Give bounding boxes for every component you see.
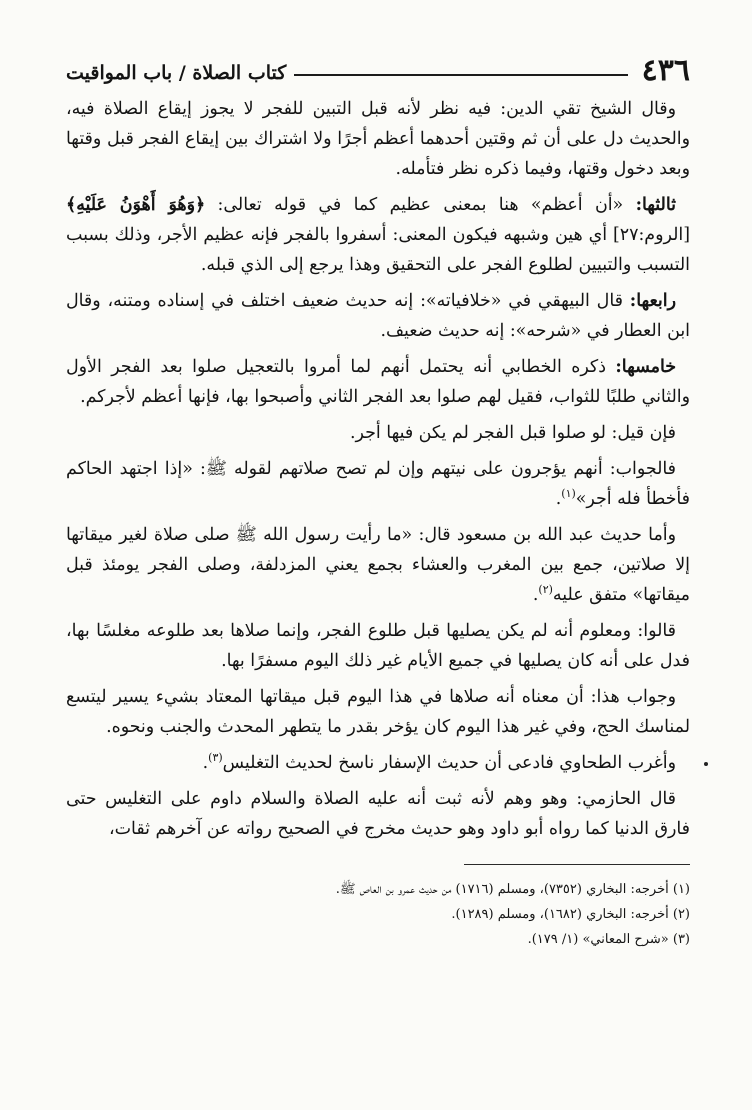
- paragraph-text-after: [الروم:٢٧] أي هين وشبهه فيكون المعنى: أسفروا بالفجر فإنه عظيم الأجر، وذلك بسبب التسبب والتبيين لطلوع الفجر على التحقيق وهذا يرجع إلى الذي قبله.: [66, 225, 690, 275]
- paragraph-1: [66, 94, 690, 184]
- footnote-ref-1[interactable]: (١): [561, 487, 576, 501]
- paragraph-3: [66, 286, 690, 346]
- header-rule: [294, 74, 627, 76]
- paragraph-2: [66, 190, 690, 280]
- paragraph-text: وأغرب الطحاوي فادعى أن حديث الإسفار ناسخ لحديث التغليس: [222, 753, 676, 773]
- paragraph-text: قال الحازمي: وهو وهم لأنه ثبت أنه عليه الصلاة والسلام داوم على التغليس حتى فارق الدنيا كما رواه أبو داود وهو حديث مخرج في الصحيح رواته عن آخرهم ثقات،: [66, 789, 690, 839]
- paragraph-lead: خامسها:: [615, 357, 676, 377]
- paragraph-text: قالوا: ومعلوم أنه لم يكن يصليها قبل طلوع الفجر، وإنما صلاها بعد طلوعه مغلسًا بها، فدل على أنه كان يصليها في جميع الأيام غير ذلك اليوم مسفرًا بها.: [66, 621, 690, 671]
- paragraph-text-after: .: [202, 753, 209, 773]
- paragraph-8: [66, 616, 690, 676]
- page-number: ٤٣٦: [641, 53, 690, 88]
- paragraph-7: [66, 520, 690, 610]
- paragraph-text: فالجواب: أنهم يؤجرون على نيتهم وإن لم تصح صلاتهم لقوله ﷺ: «إذا اجتهد الحاكم فأخطأ فله أجر»: [66, 459, 690, 509]
- footnote-2: (٢) أخرجه: البخاري (١٦٨٢)، ومسلم (١٢٨٩).: [451, 907, 690, 922]
- book-page: [66, 52, 690, 1082]
- paragraph-text: قال البيهقي في «خلافياته»: إنه حديث ضعيف اختلف في إسناده ومتنه، وقال ابن العطار في «شرحه»: إنه حديث ضعيف.: [66, 291, 690, 341]
- paragraph-text: «أن أعظم» هنا بمعنى عظيم كما في قوله تعالى:: [205, 195, 636, 215]
- footnotes-section: [66, 877, 690, 952]
- paragraph-6: [66, 454, 690, 514]
- paragraph-lead: رابعها:: [629, 291, 676, 311]
- paragraph-text: وأما حديث عبد الله بن مسعود قال: «ما رأيت رسول الله ﷺ صلى صلاة لغير ميقاتها إلا صلاتين، جمع بين المغرب والعشاء بجمع يعني المزدلفة، وصلى الفجر يومئذ قبل ميقاتها» متفق عليه: [66, 525, 690, 605]
- paragraph-4: [66, 352, 690, 412]
- running-title: كتاب الصلاة / باب المواقيت: [66, 62, 287, 84]
- paragraph-lead: ثالثها:: [635, 195, 676, 215]
- page-header: [66, 52, 690, 86]
- footnote-3: (٣) «شرح المعاني» (١/ ١٧٩).: [527, 932, 690, 947]
- margin-dot: [704, 762, 708, 766]
- paragraph-10: [66, 748, 690, 778]
- paragraph-11: [66, 784, 690, 844]
- paragraph-text-after: .: [532, 585, 539, 605]
- footnote-ref-2[interactable]: (٢): [538, 583, 553, 597]
- paragraph-text: فإن قيل: لو صلوا قبل الفجر لم يكن فيها أجر.: [350, 423, 676, 443]
- footnote-divider: [464, 864, 690, 865]
- footnote-1: (١) أخرجه: البخاري (٧٣٥٢)، ومسلم (١٧١٦) من حديث عمرو بن العاص ﷺ.: [335, 882, 690, 897]
- quran-verse: ﴿وَهُوَ أَهْوَنُ عَلَيْهِ﴾: [66, 195, 206, 215]
- paragraph-text: وجواب هذا: أن معناه أنه صلاها في هذا اليوم قبل ميقاتها المعتاد بشيء يسير ليتسع لمناسك الحج، وفي غير هذا اليوم كان يؤخر بقدر ما يتطهر المحدث والجنب ونحوه.: [66, 687, 690, 737]
- paragraph-text: ذكره الخطابي أنه يحتمل أنهم لما أمروا بالتعجيل صلوا بعد الفجر الأول والثاني طلبًا للثواب، فقيل لهم صلوا بعد الفجر الثاني وأصبحوا بها، فإنها أعظم لأجركم.: [66, 357, 690, 407]
- paragraph-text: وقال الشيخ تقي الدين: فيه نظر لأنه قبل التبين للفجر لا يجوز إيقاع الصلاة فيه، والحديث دل على أن ثم وقتين أحدهما أعظم أجرًا ولا اشتراك بين إيقاع الفجر قبل وقتها وبعد دخول وقتها، وفيما ذكره نظر فتأمله.: [66, 99, 690, 179]
- footnote-ref-3[interactable]: (٣): [208, 751, 223, 765]
- paragraph-5: [66, 418, 690, 448]
- main-text: [66, 94, 690, 844]
- paragraph-text-after: .: [555, 489, 562, 509]
- paragraph-9: [66, 682, 690, 742]
